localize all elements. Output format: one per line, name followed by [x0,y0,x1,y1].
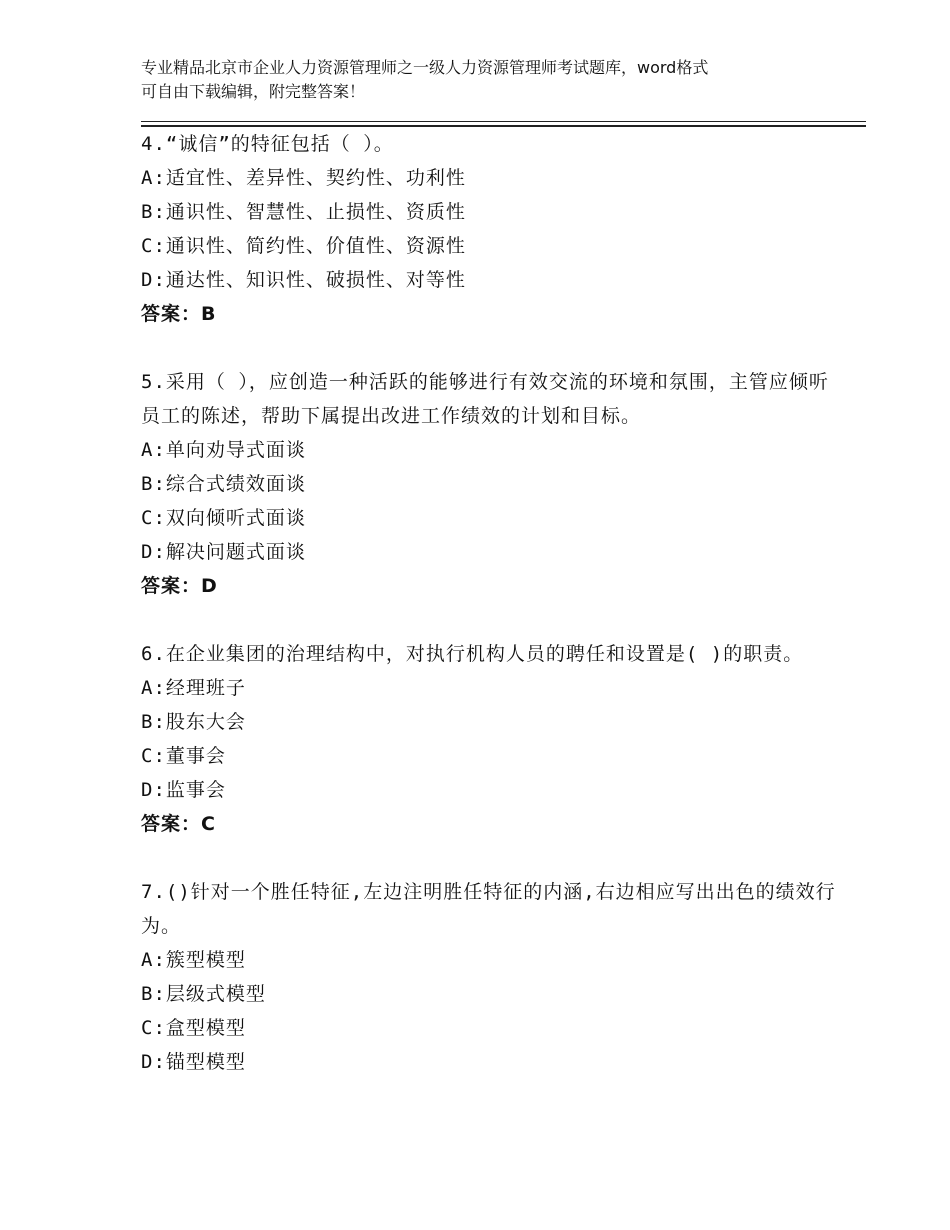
option-d: D:监事会 [141,779,226,801]
option-a: A:单向劝导式面谈 [141,439,306,461]
option-a: A:簇型模型 [141,949,246,971]
question-stem: 4.“诚信”的特征包括（ ）。 [141,133,394,155]
option-d: D:解决问题式面谈 [141,541,306,563]
question-stem: 5.采用（ ），应创造一种活跃的能够进行有效交流的环境和氛围，主管应倾听员工的陈述，帮助下属提出改进工作绩效的计划和目标。 [141,371,829,427]
option-c: C:通识性、简约性、价值性、资源性 [141,235,466,257]
option-c: C:董事会 [141,745,226,767]
answer-label: 答案：D [141,575,218,597]
option-b: B:综合式绩效面谈 [141,473,306,495]
option-d: D:通达性、知识性、破损性、对等性 [141,269,466,291]
option-b: B:层级式模型 [141,983,266,1005]
header-line-1: 专业精品北京市企业人力资源管理师之一级人力资源管理师考试题库，word格式 [141,58,709,77]
answer-label: 答案：B [141,303,217,325]
option-a: A:适宜性、差异性、契约性、功利性 [141,167,466,189]
option-a: A:经理班子 [141,677,246,699]
question-stem: 7.()针对一个胜任特征,左边注明胜任特征的内涵,右边相应写出出色的绩效行为。 [141,881,836,937]
option-d: D:锚型模型 [141,1051,246,1073]
question-stem: 6.在企业集团的治理结构中，对执行机构人员的聘任和设置是( )的职责。 [141,643,804,665]
header-line-2: 可自由下载编辑，附完整答案！ [141,82,366,101]
option-c: C:双向倾听式面谈 [141,507,306,529]
question-list [141,127,841,1079]
option-b: B:股东大会 [141,711,246,733]
question-4 [141,127,841,331]
option-b: B:通识性、智慧性、止损性、资质性 [141,201,466,223]
option-c: C:盒型模型 [141,1017,246,1039]
document-header [141,56,821,104]
header-divider-thin [141,121,866,122]
question-6 [141,637,841,841]
question-5 [141,365,841,603]
question-7 [141,875,841,1079]
answer-label: 答案：C [141,813,216,835]
